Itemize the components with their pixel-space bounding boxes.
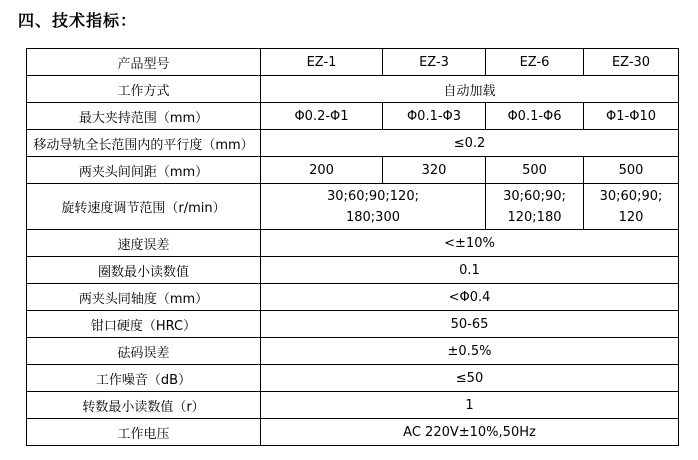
cell-value: AC 220V±10%,50Hz [261,419,679,446]
table-row [27,311,679,338]
cell-value: EZ-6 [486,49,584,76]
row-label: 两夹头同轴度（mm） [27,284,261,311]
speed-line: 180;300 [345,209,400,225]
table-row [27,338,679,365]
row-label: 产品型号 [27,49,261,76]
speed-line: 30;60;90; [503,188,566,204]
cell-value: ≤0.2 [261,130,679,157]
row-label: 移动导轨全长范围内的平行度（mm） [27,130,261,157]
spec-table [26,48,679,446]
cell-value [584,184,679,230]
cell-value: 200 [261,157,383,184]
row-label: 速度误差 [27,230,261,257]
cell-value: 50-65 [261,311,679,338]
speed-line: 120;180 [507,209,562,225]
table-row [27,257,679,284]
row-label: 最大夹持范围（mm） [27,103,261,130]
cell-value: <±10% [261,230,679,257]
speed-line: 120 [618,209,644,225]
row-label: 两夹头间间距（mm） [27,157,261,184]
cell-value: 0.1 [261,257,679,284]
cell-value: EZ-3 [383,49,486,76]
table-row [27,184,679,230]
table-row [27,130,679,157]
row-label: 转数最小读数值（r） [27,392,261,419]
cell-value: 自动加载 [261,76,679,103]
cell-value: Φ0.1-Φ3 [383,103,486,130]
row-label: 工作方式 [27,76,261,103]
table-row [27,49,679,76]
row-label: 砝码误差 [27,338,261,365]
table-row [27,365,679,392]
table-row [27,76,679,103]
cell-value: Φ0.1-Φ6 [486,103,584,130]
cell-value: 1 [261,392,679,419]
row-label: 钳口硬度（HRC） [27,311,261,338]
row-label: 旋转速度调节范围（r/min） [27,184,261,230]
speed-line: 30;60;90; [599,188,663,204]
cell-value: 500 [584,157,679,184]
cell-value: EZ-30 [584,49,679,76]
cell-value: ≤50 [261,365,679,392]
row-label: 工作噪音（dB） [27,365,261,392]
row-label: 圈数最小读数值 [27,257,261,284]
cell-value [261,184,486,230]
page-title: 四、技术指标： [18,11,138,30]
cell-value [486,184,584,230]
speed-line: 30;60;90;120; [327,188,419,204]
table-row [27,103,679,130]
cell-value: EZ-1 [261,49,383,76]
cell-value: Φ0.2-Φ1 [261,103,383,130]
table-row [27,157,679,184]
table-row [27,419,679,446]
table-row [27,392,679,419]
cell-value: 500 [486,157,584,184]
cell-value: 320 [383,157,486,184]
cell-value: <Φ0.4 [261,284,679,311]
cell-value: Φ1-Φ10 [584,103,679,130]
cell-value: ±0.5% [261,338,679,365]
table-row [27,284,679,311]
table-row [27,230,679,257]
row-label: 工作电压 [27,419,261,446]
